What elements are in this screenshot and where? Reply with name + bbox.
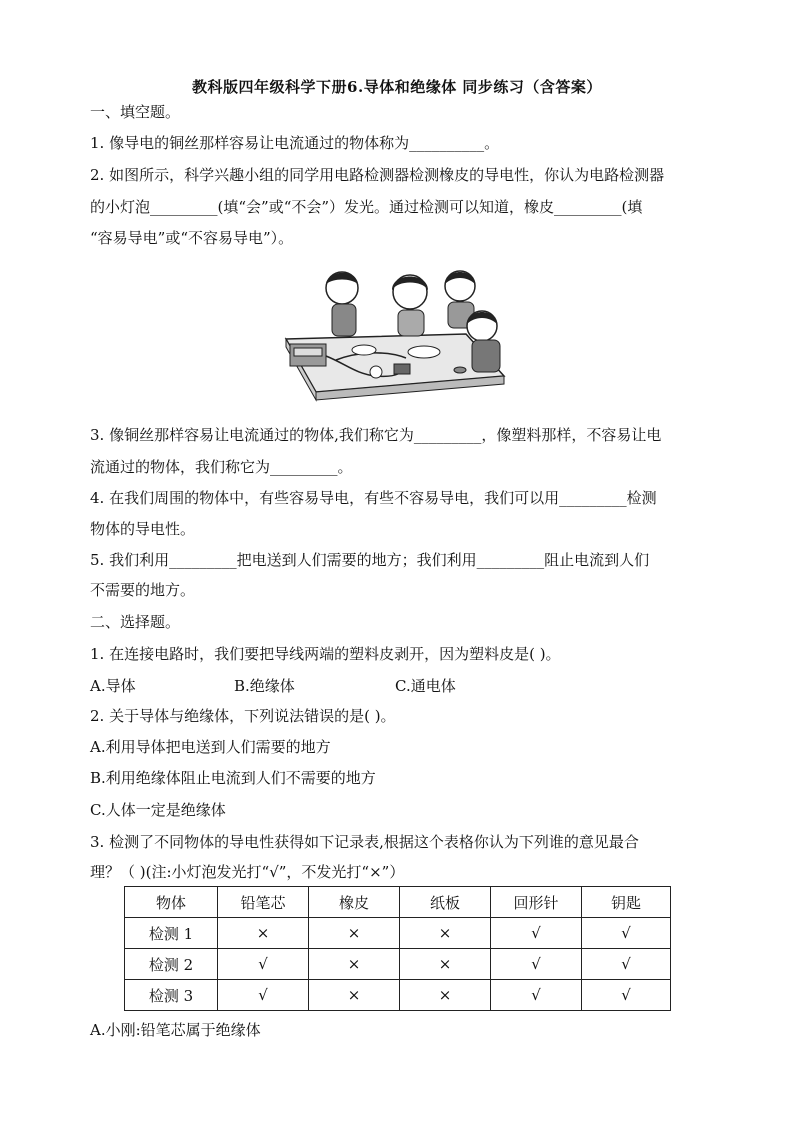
question-2-line-3: “容易导电”或“不容易导电”）。 [90,229,294,247]
choice-2-option-c: C.人体一定是绝缘体 [90,801,226,819]
table-cell: 检测 3 [125,980,218,1011]
table-header: 橡皮 [309,887,400,918]
table-cell: √ [582,918,671,949]
choice-1-option-a: A.导体 [90,677,136,695]
table-cell: √ [491,918,582,949]
table-cell: 检测 2 [125,949,218,980]
question-2-line-2: 的小灯泡_________(填“会”或“不会”）发光。通过检测可以知道，橡皮_________(填 [90,198,643,216]
table-cell: × [400,918,491,949]
choice-3-option-a: A.小刚:铅笔芯属于绝缘体 [90,1021,261,1039]
table-cell: × [309,918,400,949]
choice-question-3-line-1: 3. 检测了不同物体的导电性获得如下记录表,根据这个表格你认为下列谁的意见最合 [90,833,639,851]
choice-question-1: 1. 在连接电路时，我们要把导线两端的塑料皮剥开，因为塑料皮是( )。 [90,645,561,663]
table-cell: √ [582,980,671,1011]
question-4-line-1: 4. 在我们周围的物体中，有些容易导电，有些不容易导电，我们可以用_________检测 [90,489,657,507]
table-cell: × [309,980,400,1011]
table-header: 钥匙 [582,887,671,918]
question-5-line-1: 5. 我们利用_________把电送到人们需要的地方；我们利用_________阻止电流到人们 [90,551,650,569]
table-cell: √ [491,949,582,980]
question-2-line-1: 2. 如图所示，科学兴趣小组的同学用电路检测器检测橡皮的导电性，你认为电路检测器 [90,166,665,184]
table-row [125,949,671,980]
table-cell: × [400,949,491,980]
table-cell: × [218,918,309,949]
question-1: 1. 像导电的铜丝那样容易让电流通过的物体称为__________。 [90,134,500,152]
question-3-line-1: 3. 像铜丝那样容易让电流通过的物体,我们称它为_________，像塑料那样，不容易让电 [90,426,662,444]
choice-question-2: 2. 关于导体与绝缘体，下列说法错误的是( )。 [90,707,396,725]
table-cell: √ [491,980,582,1011]
choice-1-option-b: B.绝缘体 [234,677,295,695]
choice-question-3-line-2: 理？（ )(注:小灯泡发光打“√”，不发光打“×”） [90,863,405,881]
choice-1-option-c: C.通电体 [395,677,456,695]
table-cell: √ [218,949,309,980]
table-header: 铅笔芯 [218,887,309,918]
section-choice-heading: 二、选择题。 [90,613,181,631]
question-4-line-2: 物体的导电性。 [90,520,196,538]
conductivity-record-table [124,886,671,1011]
question-3-line-2: 流通过的物体，我们称它为_________。 [90,458,353,476]
choice-2-option-a: A.利用导体把电送到人们需要的地方 [90,738,331,756]
choice-2-option-b: B.利用绝缘体阻止电流到人们不需要的地方 [90,769,376,787]
table-header: 回形针 [491,887,582,918]
question-5-line-2: 不需要的地方。 [90,581,196,599]
table-header: 纸板 [400,887,491,918]
table-row [125,918,671,949]
table-header-row [125,887,671,918]
children-circuit-illustration [276,264,516,404]
table-row [125,980,671,1011]
table-header: 物体 [125,887,218,918]
table-cell: 检测 1 [125,918,218,949]
section-fill-blank-heading: 一、填空题。 [90,103,181,121]
page-title: 教科版四年级科学下册6.导体和绝缘体 同步练习（含答案） [192,78,602,96]
table-cell: × [309,949,400,980]
table-cell: × [400,980,491,1011]
table-cell: √ [582,949,671,980]
table-cell: √ [218,980,309,1011]
